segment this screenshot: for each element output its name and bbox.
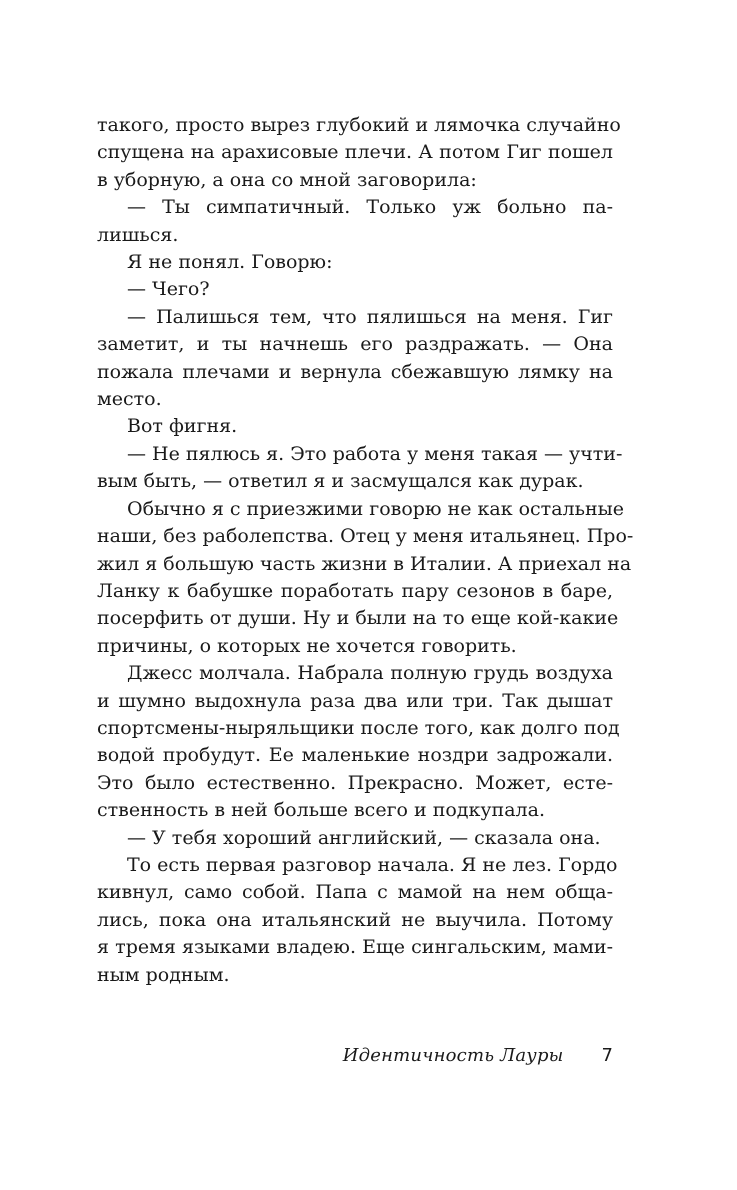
text-line: кивнул, само собой. Папа с мамой на нем обща- <box>97 881 613 904</box>
text-line: Я не понял. Говорю: <box>127 251 333 274</box>
text-line: посерфить от души. Ну и были на то еще кой-какие <box>97 607 619 630</box>
text-line: Джесс молчала. Набрала полную грудь воздуха <box>127 662 613 685</box>
text-line: и шумно выдохнула раза два или три. Так дышат <box>97 689 613 712</box>
text-line: Ланку к бабушке поработать пару сезонов в баре, <box>97 579 613 602</box>
text-line: ным родным. <box>97 963 230 986</box>
text-line: Это было естественно. Прекрасно. Может, есте- <box>97 771 613 794</box>
text-line: я тремя языками владею. Еще сингальским, мами- <box>97 936 613 959</box>
text-line: — Не пялюсь я. Это работа у меня такая — учти- <box>127 442 623 465</box>
text-line: заметит, и ты начнешь его раздражать. — Она <box>97 333 613 356</box>
text-line: пожала плечами и вернула сбежавшую лямку на <box>97 360 613 383</box>
text-line: вым быть, — ответил я и засмущался как дурак. <box>97 470 584 493</box>
page-number: 7 <box>601 1044 613 1066</box>
text-line: — Ты симпатичный. Только уж больно па- <box>127 196 613 219</box>
text-line: лишься. <box>97 223 179 246</box>
text-line: ственность в ней больше всего и подкупала. <box>97 799 545 822</box>
text-line: Вот фигня. <box>127 415 238 438</box>
text-line: спущена на арахисовые плечи. А потом Гиг пошел <box>97 141 613 164</box>
text-line: То есть первая разговор начала. Я не лез. Гордо <box>127 853 618 876</box>
text-line: водой пробудут. Ее маленькие ноздри задрожали. <box>97 744 613 767</box>
text-line: жил я большую часть жизни в Италии. А приехал на <box>97 552 632 575</box>
text-line: наши, без раболепства. Отец у меня итальянец. Про- <box>97 525 634 548</box>
text-line: — У тебя хороший английский, — сказала она. <box>127 826 601 849</box>
text-line: спортсмены-ныряльщики после того, как долго под <box>97 716 620 739</box>
running-title: Идентичность Лауры <box>342 1044 564 1066</box>
text-line: такого, просто вырез глубокий и лямочка случайно <box>97 114 621 136</box>
text-line: — Палишься тем, что пялишься на меня. Гиг <box>127 305 613 328</box>
text-line: место. <box>97 388 162 411</box>
text-line: в уборную, а она со мной заговорила: <box>97 168 477 191</box>
body-text <box>97 112 634 989</box>
page-footer <box>330 1040 613 1070</box>
text-line: Обычно я с приезжими говорю не как остальные <box>127 497 624 520</box>
text-line: — Чего? <box>127 278 210 301</box>
text-line: причины, о которых не хочется говорить. <box>97 634 517 657</box>
text-line: лись, пока она итальянский не выучила. Потому <box>97 908 613 931</box>
